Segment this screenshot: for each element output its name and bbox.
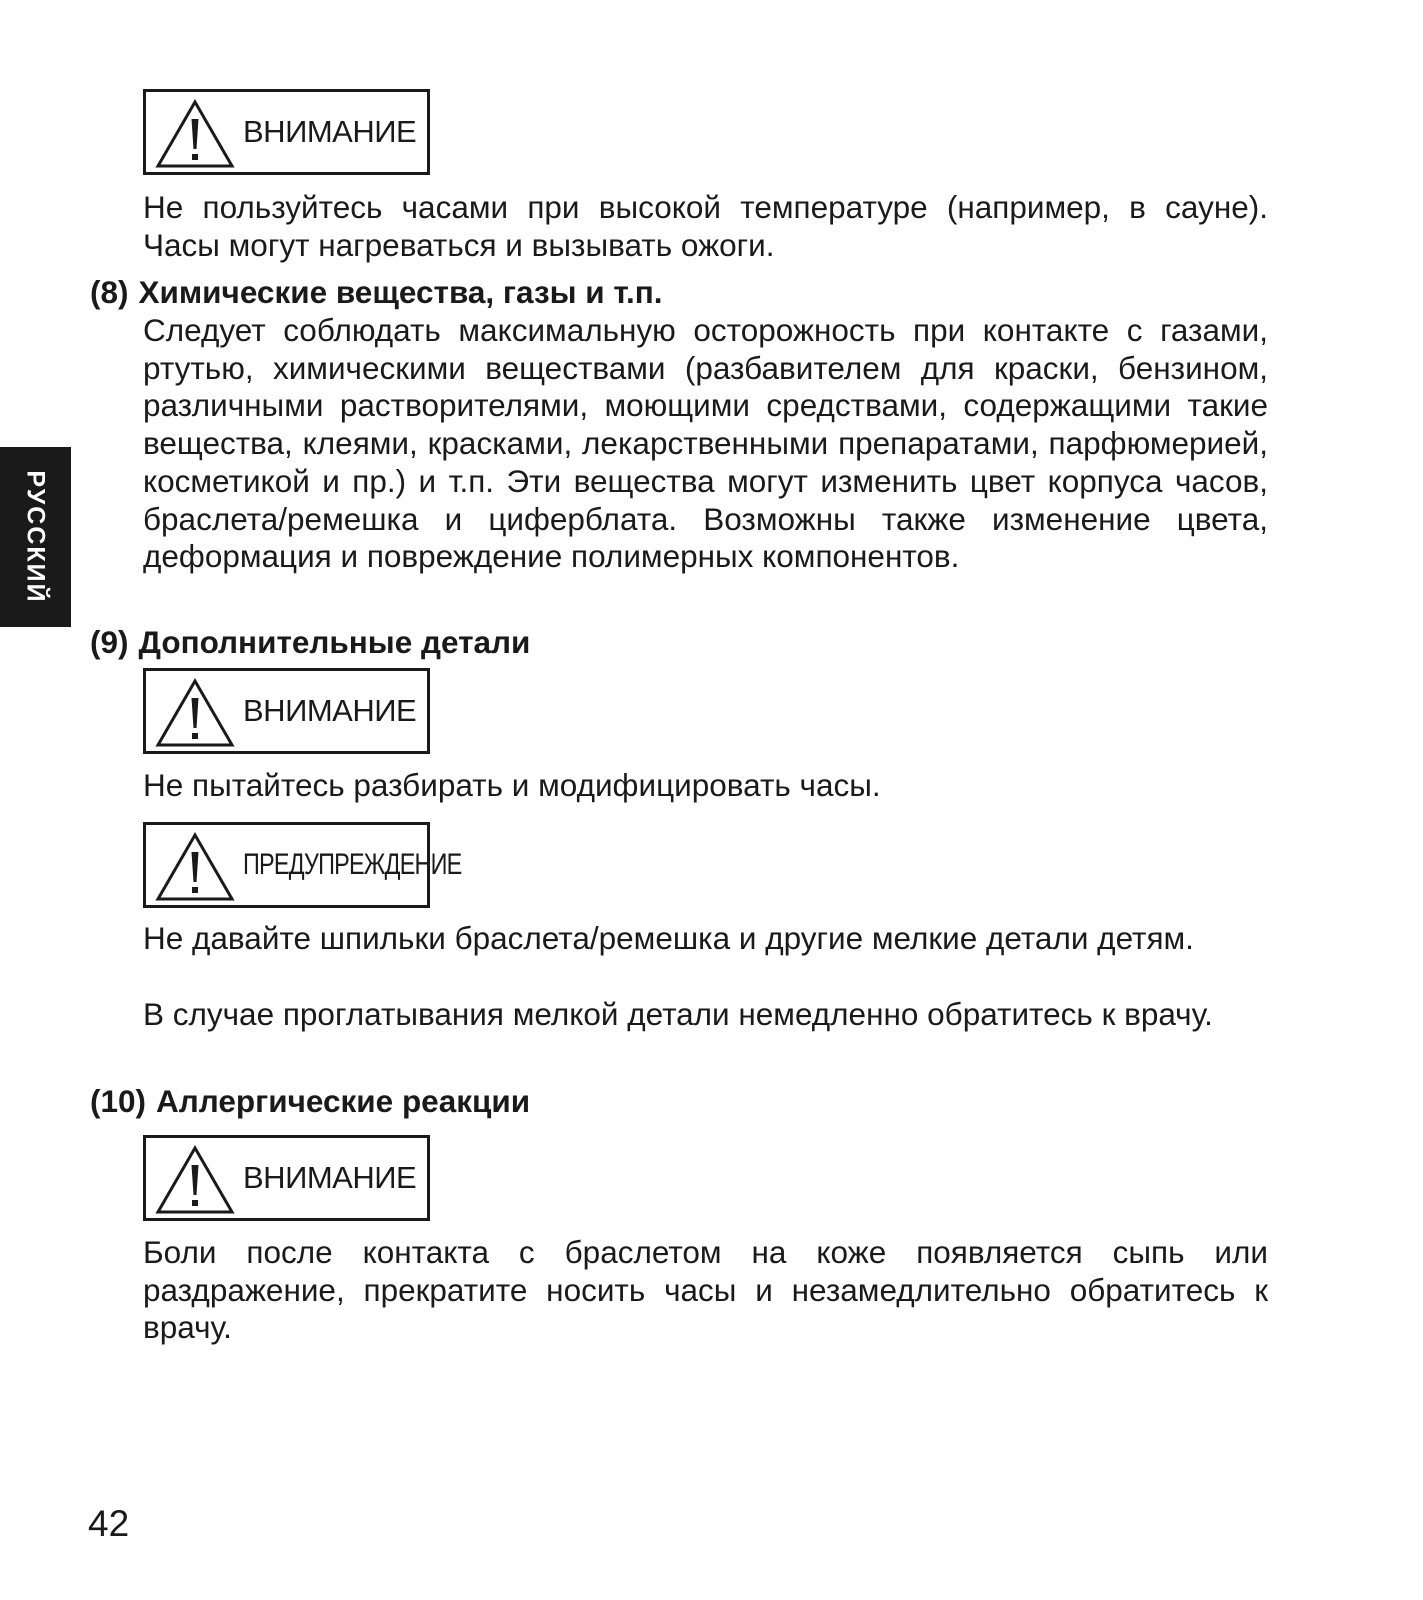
section-title: Дополнительные детали — [138, 624, 531, 660]
sauna-warning-text: Не пользуйтесь часами при высокой температуре (например, в сауне). Часы могут нагреваться и вызывать ожоги. — [143, 189, 1268, 263]
warning-triangle-icon — [155, 99, 235, 169]
caution-label: ВНИМАНИЕ — [243, 114, 417, 149]
caution-label: ВНИМАНИЕ — [243, 693, 417, 728]
allergy-text: Боли после контакта с браслетом на коже появляется сыпь или раздражение, прекратите носить часы и незамедлительно обратитесь к врачу. — [143, 1234, 1268, 1346]
chemicals-text: Следует соблюдать максимальную осторожность при контакте с газами, ртутью, химическими веществами (разбавителем для краски, бензином, различными растворителями, моющими средствами, содержащими такие вещества, клеями, красками, лекарственными препаратами, парфюмерией, косметикой и пр.) и т.п. Эти вещества могут изменить цвет корпуса часов, браслета/ремешка и циферблата. Возможны также изменение цвета, деформация и повреждение полимерных компонентов. — [143, 312, 1268, 575]
warning-triangle-icon — [155, 832, 235, 902]
section-heading-additional-parts — [90, 623, 530, 661]
page-number: 42 — [88, 1503, 130, 1544]
language-side-tab — [0, 447, 71, 627]
caution-box — [143, 89, 430, 175]
swallow-text: В случае проглатывания мелкой детали немедленно обратитесь к врачу. — [143, 996, 1213, 1032]
language-tab-label: РУССКИЙ — [21, 470, 50, 604]
section-title: Аллергические реакции — [156, 1083, 531, 1119]
caution-box — [143, 668, 430, 754]
section-title: Химические вещества, газы и т.п. — [138, 274, 663, 310]
section-heading-chemicals — [90, 273, 663, 311]
disassemble-text: Не пытайтесь разбирать и модифицировать часы. — [143, 767, 881, 803]
warning-triangle-icon — [155, 678, 235, 748]
warning-box — [143, 822, 462, 908]
small-parts-text: Не давайте шпильки браслета/ремешка и другие мелкие детали детям. — [143, 920, 1194, 956]
warning-triangle-icon — [155, 1145, 235, 1215]
caution-label: ВНИМАНИЕ — [243, 1160, 417, 1195]
section-number: (9) — [90, 624, 129, 660]
section-heading-allergy — [90, 1082, 530, 1120]
section-number: (10) — [90, 1083, 147, 1119]
section-number: (8) — [90, 274, 129, 310]
caution-box — [143, 1135, 430, 1221]
warning-label: ПРЕДУПРЕЖДЕНИЕ — [243, 848, 462, 881]
